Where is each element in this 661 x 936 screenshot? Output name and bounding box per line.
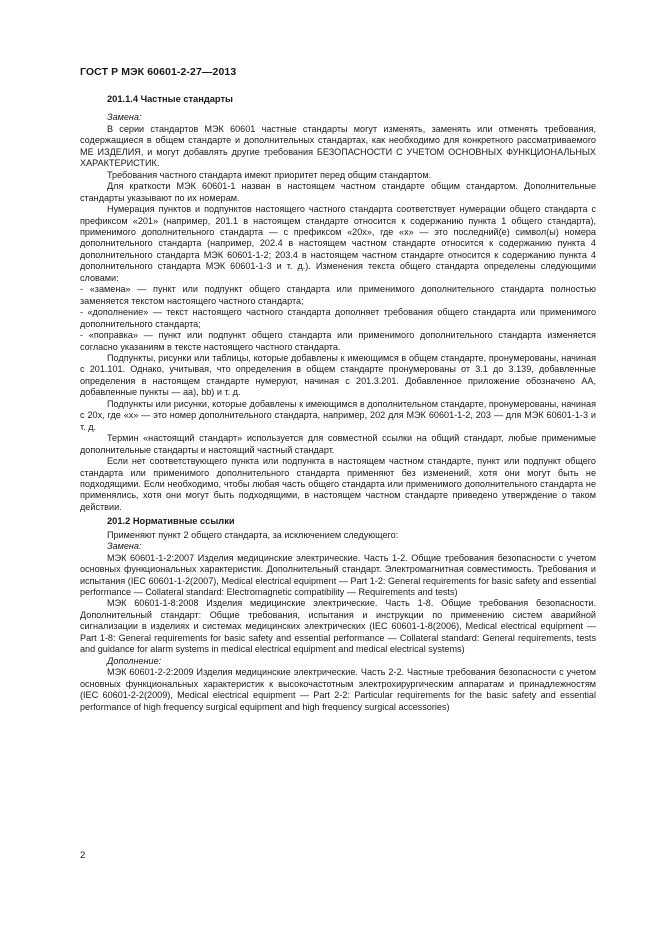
paragraph: Применяют пункт 2 общего стандарта, за исключением следующего: [107, 529, 399, 540]
reference-entry: МЭК 60601-1-2:2007 Изделия медицинские электрические. Часть 1-2. Общие требования безопасности с учетом основных функциональных характеристик. Дополнительный стандарт. Электромагнитная совместимость. Требования и испытания (IEC 60601-1-2(2007), Medical electrical equipment — Part 1-2: General requirements for basic safety and essential performance — Collateral standard: Electromagnetic compatibility — Requirements and tests) [80, 552, 596, 598]
section-heading-particular-standards: 201.1.4 Частные стандарты [107, 94, 233, 104]
reference-entry: МЭК 60601-2-2:2009 Изделия медицинские электрические. Часть 2-2. Частные требования безопасности с учетом основных функциональных характеристик к высокочастотным электрохирургическим аппаратам и принадлежностям (IEC 60601-2-2(2009), Medical electrical equipment — Part 2-2: Particular requirements for the basic safety and essential performance of high frequency surgical equipment and high frequency surgical accessories) [80, 667, 596, 712]
paragraph: Если нет соответствующего пункта или подпункта в настоящем частном стандарте, пункт или подпункт общего стандарта или применимого дополнительного стандарта применяют без изменений, хотя они могут быть не подходящими. Если необходимо, чтобы любая часть общего стандарта или применимого дополнительного стандарта не применялись, хотя они могут быть подходящими, в настоящем частном стандарте приведено утверждение о таком действии. [80, 456, 596, 512]
page-number: 2 [80, 850, 86, 861]
addition-label: Дополнение: [107, 655, 162, 666]
paragraph: Подпункты, рисунки или таблицы, которые добавлены к имеющимся в общем стандарте, пронумерованы, начиная с 201.101. Однако, учитывая, что определения в общем стандарте пронумерованы от 3.1 до 3.139, добавленные определения в настоящем стандарте нумеруют, начиная с 201.3.201. Добавленное приложение обозначено АА, добавленные пункты — аа), bb) и т. д. [80, 352, 596, 398]
paragraph: Для краткости МЭК 60601-1 назван в настоящем частном стандарте общим стандартом. Дополнительные стандарты указывают по их номерам. [80, 181, 596, 203]
paragraph: В серии стандартов МЭК 60601 частные стандарты могут изменять, заменять или отменять требования, содержащиеся в общем стандарте и дополнительных стандартах, как необходимо для конкретного рассматриваемого МЕ ИЗДЕЛИЯ, и могут добавлять другие требования БЕЗОПАСНОСТИ С УЧЕТОМ ОСНОВНЫХ ФУНКЦИОНАЛЬНЫХ ХАРАКТЕРИСТИК. [80, 123, 596, 169]
list-item: - «поправка» — пункт или подпункт общего стандарта или применимого дополнительного стандарта изменяется согласно указаниям в тексте настоящего частного стандарта. [80, 330, 596, 352]
list-item: - «дополнение» — текст настоящего частного стандарта дополняет требования общего стандарта или применимого дополнительного стандарта; [80, 307, 596, 329]
list-item: - «замена» — пункт или подпункт общего стандарта или применимого дополнительного стандарта полностью заменяется текстом настоящего частного стандарта; [80, 284, 596, 306]
replacement-label: Замена: [107, 112, 142, 123]
reference-entry: МЭК 60601-1-8:2008 Изделия медицинские электрические. Часть 1-8. Общие требования безопасности. Дополнительный стандарт: Общие требования, испытания и инструкции по применению систем аварийной сигнализации в изделиях и системах медицинских электрических (IEC 60601-1-8(2006), Medical electrical equipment — Part 1-8: General requirements for basic safety and essential performance — Collateral standard: General requirements, tests and guidance for alarm systems in medical electrical equipment and medical electrical systems) [80, 598, 596, 655]
paragraph: Нумерация пунктов и подпунктов настоящего частного стандарта соответствует нумерации общего стандарта с префиксом «201» (например, 201.1 в настоящем стандарте относится к содержанию пункта 1 общего стандарта), применимого дополнительного стандарта — с префиксом «20х», где «х» — это последний(е) символ(ы) номера дополнительного стандарта (например, 202.4 в настоящем частном стандарте относится к содержанию пункта 4 дополнительного стандарта МЭК 60601-1-2; 203.4 в настоящем частном стандарте относится к содержанию пункта 4 дополнительного стандарта МЭК 60601-1-3 и т. д.). Изменения текста общего стандарта определены следующими словами: [80, 204, 596, 283]
document-header: ГОСТ Р МЭК 60601-2-27—2013 [80, 66, 237, 78]
replacement-label: Замена: [107, 541, 142, 552]
paragraph: Термин «настоящий стандарт» используется для совместной ссылки на общий стандарт, любые применимые дополнительные стандарты и настоящий частный стандарт. [80, 433, 596, 455]
paragraph: Требования частного стандарта имеют приоритет перед общим стандартом. [107, 169, 432, 180]
paragraph: Подпункты или рисунки, которые добавлены к имеющимся в дополнительном стандарте, пронумерованы, начиная с 20x, где «x» — это номер дополнительного стандарта, например, 202 для МЭК 60601-1-2, 203 — для МЭК 60601-1-3 и т. д. [80, 398, 596, 432]
section-heading-normative-references: 201.2 Нормативные ссылки [107, 516, 235, 527]
page-body [80, 94, 596, 713]
